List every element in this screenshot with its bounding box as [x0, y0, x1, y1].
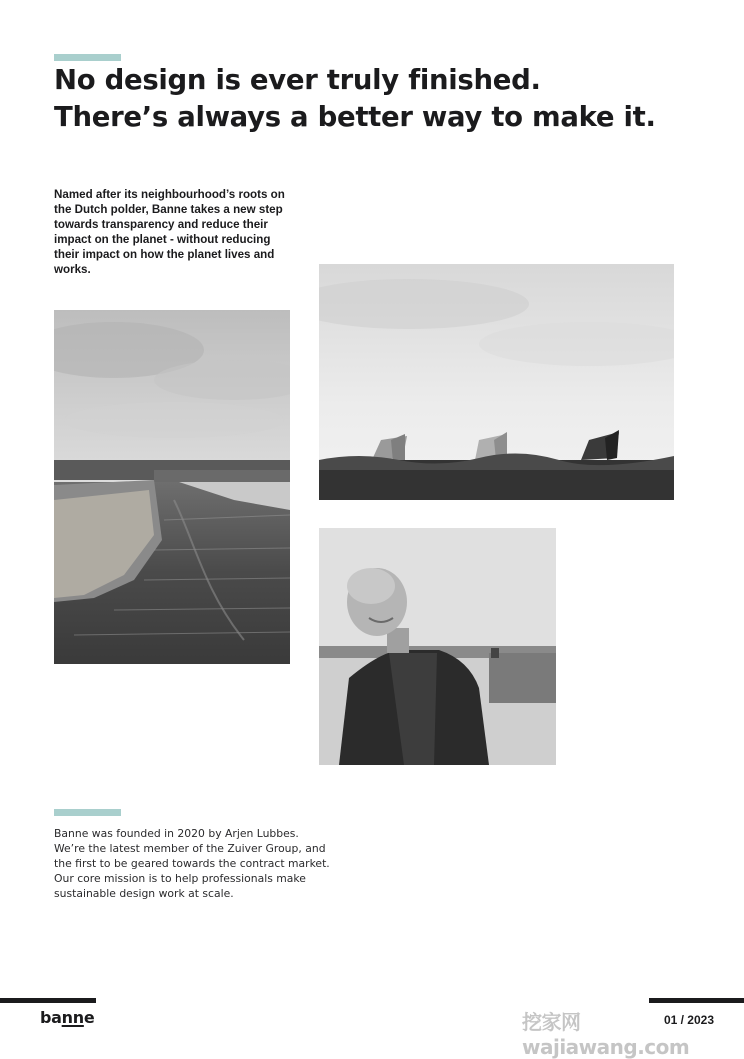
banne-logo: banne	[40, 1008, 95, 1027]
page-number: 01 / 2023	[663, 1013, 714, 1027]
canal-photo	[54, 310, 290, 664]
watermark: 挖家网 wajiawang.com	[522, 1010, 690, 1059]
page-headline	[54, 62, 694, 136]
headline-line-2: There’s always a better way to make it.	[54, 101, 656, 133]
sculptures-photo	[319, 264, 674, 500]
founder-portrait-photo	[319, 528, 556, 765]
footer-line-right	[649, 998, 744, 1003]
intro-paragraph: Named after its neighbourhood’s roots on the Dutch polder, Banne takes a new step towards transparency and reduce their impact on the planet - without reducing their impact on how the planet lives and works.	[54, 188, 285, 276]
headline-line-1: No design is ever truly finished.	[54, 64, 541, 96]
about-paragraph: Banne was founded in 2020 by Arjen Lubbes. We’re the latest member of the Zuiver Group, and the first to be geared towards the contract market. Our core mission is to help professionals make sustainable design work at scale.	[54, 827, 330, 901]
footer-line-left	[0, 998, 96, 1003]
bottom-accent-bar	[54, 809, 121, 816]
top-accent-bar	[54, 54, 121, 61]
